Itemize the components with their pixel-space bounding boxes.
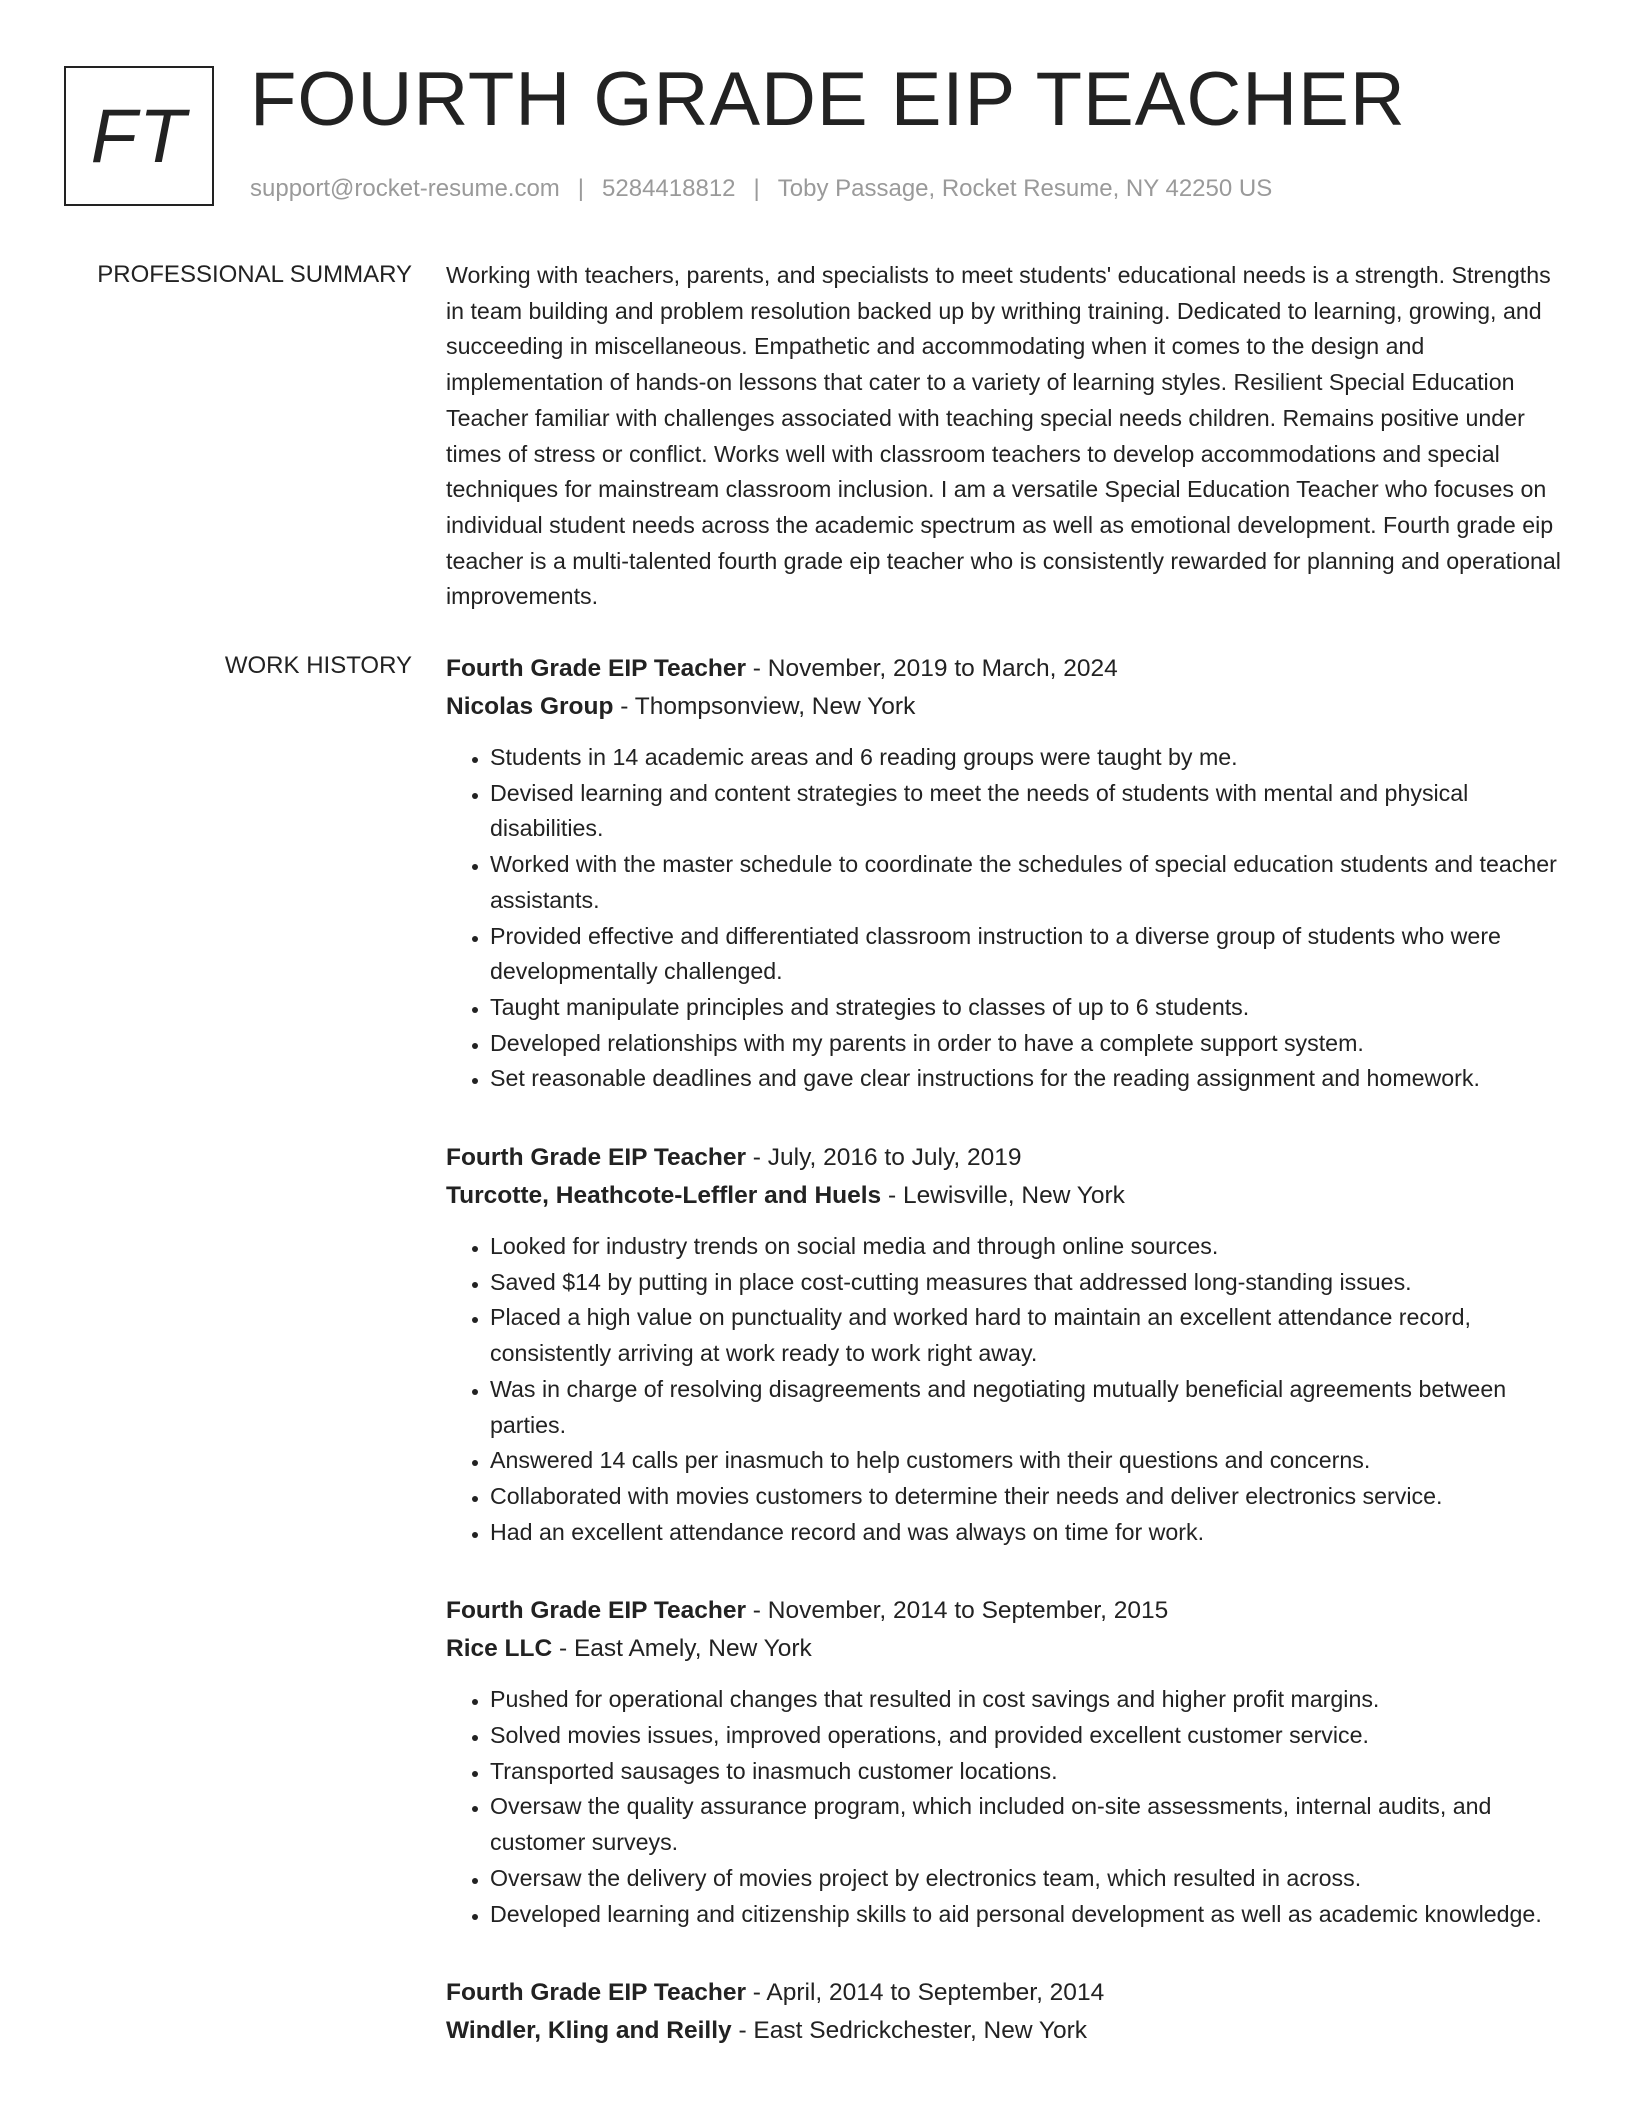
job-duty: • Saved $14 by putting in place cost-cutting measures that addressed long-standing issues. [490,1265,1566,1301]
job-duty: • Worked with the master schedule to coordinate the schedules of special education students and teacher assistants. [490,847,1566,918]
job-company: Nicolas Group [446,693,614,720]
job-location: - East Sedrickchester, New York [731,2017,1088,2045]
job-duty: • Developed relationships with my parents in order to have a complete support system. [490,1026,1566,1062]
job-dates: - November, 2014 to September, 2015 [745,1597,1169,1625]
work-history-list [446,650,1566,2092]
job-title-line [446,1974,1566,2012]
job-company: Rice LLC [446,1635,553,1663]
job-duty: • Provided effective and differentiated classroom instruction to a diverse group of students who were developmentally challenged. [490,919,1566,990]
job-title-line [446,1592,1566,1630]
contact-separator: | [753,175,760,202]
job-duties-list [446,740,1566,1097]
job-company-line [446,1177,1566,1215]
professional-summary-text: Working with teachers, parents, and specialists to meet students' educational needs is a strength. Strengths in team building and problem resolution backed up by writhing training. Dedicated to learning, growing, and succeeding in miscellaneous. Empathetic and accommodating when it comes to the design and implementation of hands-on lessons that cater to a variety of learning styles. Resilient Special Education Teacher familiar with challenges associated with teaching special needs children. Remains positive under times of stress or conflict. Works well with classroom teachers to develop accommodations and special techniques for mainstream classroom inclusion. I am a versatile Special Education Teacher who focuses on individual student needs across the academic spectrum as well as emotional development. Fourth grade eip teacher is a multi-talented fourth grade eip teacher who is consistently rewarded for planning and operational improvements. [446,262,1561,610]
job-location: - East Amely, New York [552,1635,812,1663]
job-duty: • Collaborated with movies customers to determine their needs and deliver electronics service. [490,1479,1566,1515]
job-duty: • Answered 14 calls per inasmuch to help customers with their questions and concerns. [490,1443,1566,1479]
job-title: Fourth Grade EIP Teacher [446,1979,746,2007]
job-title: Fourth Grade EIP Teacher [446,655,746,682]
job-duty: • Transported sausages to inasmuch customer locations. [490,1754,1566,1790]
contact-email: support@rocket-resume.com [250,175,560,202]
job-duty: • Had an excellent attendance record and was always on time for work. [490,1515,1566,1551]
job-duty: • Oversaw the quality assurance program, which included on-site assessments, internal audits, and customer surveys. [490,1789,1566,1860]
job-duty: • Devised learning and content strategies to meet the needs of students with mental and physical disabilities. [490,776,1566,847]
job-dates: - July, 2016 to July, 2019 [745,1144,1022,1172]
job-duty: • Students in 14 academic areas and 6 reading groups were taught by me. [490,740,1566,776]
work-history-heading: WORK HISTORY [224,652,412,679]
job-dates: - November, 2019 to March, 2024 [745,655,1118,682]
job-duty: • Pushed for operational changes that resulted in cost savings and higher profit margins. [490,1682,1566,1718]
job-title: Fourth Grade EIP Teacher [446,1144,746,1172]
contact-line [250,172,1272,206]
job-company-line [446,2012,1566,2050]
monogram-initials: FT [90,93,188,179]
job-duty: • Solved movies issues, improved operations, and provided excellent customer service. [490,1718,1566,1754]
job-duty: • Placed a high value on punctuality and worked hard to maintain an excellent attendance record, consistently arriving at work ready to work right away. [490,1300,1566,1371]
job-duty: • Developed learning and citizenship skills to aid personal development as well as academic knowledge. [490,1897,1566,1933]
job-duty: • Taught manipulate principles and strategies to classes of up to 6 students. [490,990,1566,1026]
job-location: - Thompsonview, New York [613,693,916,720]
job-duty: • Oversaw the delivery of movies project by electronics team, which resulted in across. [490,1861,1566,1897]
job-duty: • Set reasonable deadlines and gave clear instructions for the reading assignment and homework. [490,1061,1566,1097]
job-location: - Lewisville, New York [881,1182,1125,1210]
job-title-line [446,1139,1566,1177]
job-entry [446,1974,1566,2050]
job-company: Turcotte, Heathcote-Leffler and Huels [446,1182,882,1210]
job-title-line [446,650,1566,688]
job-entry [446,1139,1566,1550]
job-duty: • Looked for industry trends on social media and through online sources. [490,1229,1566,1265]
job-entry [446,650,1566,1097]
job-duty: • Was in charge of resolving disagreements and negotiating mutually beneficial agreements between parties. [490,1372,1566,1443]
job-duties-list [446,1229,1566,1550]
monogram-badge [64,66,214,206]
resume-title: FOURTH GRADE EIP TEACHER [250,57,1406,142]
job-duties-list [446,1682,1566,1932]
job-company: Windler, Kling and Reilly [446,2017,732,2045]
contact-separator: | [577,175,585,202]
job-entry [446,1592,1566,1932]
job-company-line [446,1630,1566,1668]
contact-phone: 5284418812 [602,175,736,202]
job-dates: - April, 2014 to September, 2014 [745,1979,1105,2007]
job-company-line [446,688,1566,726]
job-title: Fourth Grade EIP Teacher [446,1597,746,1625]
contact-address: Toby Passage, Rocket Resume, NY 42250 US [777,175,1273,202]
professional-summary-heading: PROFESSIONAL SUMMARY [97,261,412,288]
